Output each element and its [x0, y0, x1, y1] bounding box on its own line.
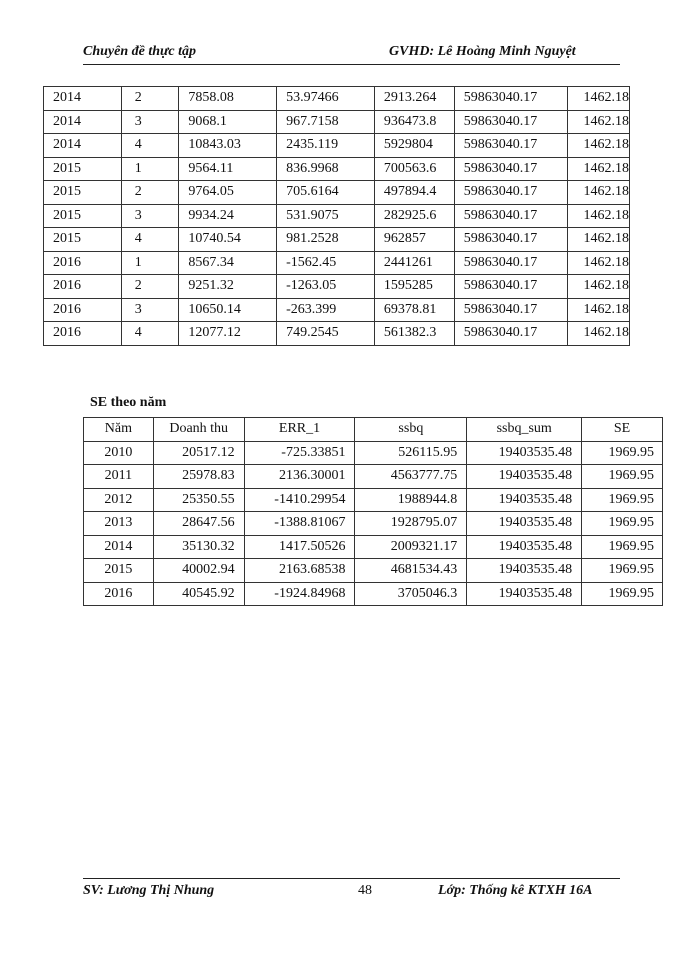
- table-cell: 2013: [84, 512, 154, 536]
- table-cell: 20517.12: [153, 441, 244, 465]
- table-cell: 40002.94: [153, 559, 244, 583]
- table-cell: 1462.18: [568, 298, 630, 322]
- quarterly-residual-table: [43, 86, 630, 346]
- page-number: 48: [358, 883, 372, 898]
- table-cell: 1462.18: [568, 157, 630, 181]
- table-cell: 1462.18: [568, 204, 630, 228]
- table-cell: 2014: [44, 87, 122, 111]
- table-cell: 497894.4: [374, 181, 454, 205]
- table-cell: 59863040.17: [454, 228, 568, 252]
- table-cell: 2016: [44, 251, 122, 275]
- table-cell: 19403535.48: [467, 582, 582, 606]
- table-row: [84, 559, 663, 583]
- table-cell: 2009321.17: [355, 535, 467, 559]
- column-header: Doanh thu: [153, 418, 244, 442]
- table-cell: 936473.8: [374, 110, 454, 134]
- table-row: [44, 204, 630, 228]
- table-cell: 2010: [84, 441, 154, 465]
- table-cell: 981.2528: [277, 228, 375, 252]
- table-cell: 2014: [44, 134, 122, 158]
- table-cell: 9068.1: [179, 110, 277, 134]
- table-cell: 10843.03: [179, 134, 277, 158]
- table-cell: 9251.32: [179, 275, 277, 299]
- table-cell: -1263.05: [277, 275, 375, 299]
- column-header: ssbq: [355, 418, 467, 442]
- footer-class: Lớp: Thống kê KTXH 16A: [438, 883, 593, 898]
- table-cell: 1462.18: [568, 87, 630, 111]
- table-cell: 1969.95: [582, 512, 663, 536]
- table-cell: 1969.95: [582, 441, 663, 465]
- column-header: SE: [582, 418, 663, 442]
- table-cell: 4: [121, 228, 179, 252]
- table-cell: 3: [121, 298, 179, 322]
- column-header: ERR_1: [244, 418, 355, 442]
- table-row: [84, 535, 663, 559]
- table-cell: 4: [121, 134, 179, 158]
- table-cell: 2015: [44, 157, 122, 181]
- table-cell: 1462.18: [568, 228, 630, 252]
- table-row: [44, 298, 630, 322]
- table-cell: 35130.32: [153, 535, 244, 559]
- table-row: [44, 275, 630, 299]
- table-cell: 4681534.43: [355, 559, 467, 583]
- se-table-caption: SE theo năm: [90, 395, 167, 410]
- table-cell: 19403535.48: [467, 441, 582, 465]
- table-cell: 7858.08: [179, 87, 277, 111]
- table-cell: 3: [121, 204, 179, 228]
- table-cell: 1462.18: [568, 110, 630, 134]
- table-cell: 1988944.8: [355, 488, 467, 512]
- table-cell: -1410.29954: [244, 488, 355, 512]
- table-cell: 3: [121, 110, 179, 134]
- table-cell: 967.7158: [277, 110, 375, 134]
- table-cell: 59863040.17: [454, 322, 568, 346]
- table-cell: 12077.12: [179, 322, 277, 346]
- table-row: [44, 251, 630, 275]
- table-cell: 19403535.48: [467, 559, 582, 583]
- table-cell: 1969.95: [582, 465, 663, 489]
- table-cell: 2014: [44, 110, 122, 134]
- table-cell: 526115.95: [355, 441, 467, 465]
- table-cell: 2015: [84, 559, 154, 583]
- table-cell: 2163.68538: [244, 559, 355, 583]
- table-cell: 2014: [84, 535, 154, 559]
- table-cell: 19403535.48: [467, 465, 582, 489]
- table-cell: 2015: [44, 204, 122, 228]
- table-row: [44, 157, 630, 181]
- table-cell: 9934.24: [179, 204, 277, 228]
- table-row: [44, 110, 630, 134]
- table-cell: -1924.84968: [244, 582, 355, 606]
- table-cell: 2016: [84, 582, 154, 606]
- table-cell: 10740.54: [179, 228, 277, 252]
- table-cell: 8567.34: [179, 251, 277, 275]
- table-cell: 59863040.17: [454, 134, 568, 158]
- table-cell: 2: [121, 275, 179, 299]
- table-cell: 59863040.17: [454, 181, 568, 205]
- table-cell: 1462.18: [568, 134, 630, 158]
- table-cell: 2016: [44, 298, 122, 322]
- table-cell: 59863040.17: [454, 157, 568, 181]
- table-cell: 2015: [44, 228, 122, 252]
- table-cell: 59863040.17: [454, 251, 568, 275]
- table-row: [44, 87, 630, 111]
- table-cell: 19403535.48: [467, 488, 582, 512]
- table-cell: 1462.18: [568, 275, 630, 299]
- table-cell: 1928795.07: [355, 512, 467, 536]
- table-cell: 25350.55: [153, 488, 244, 512]
- table-cell: 2913.264: [374, 87, 454, 111]
- table-cell: 53.97466: [277, 87, 375, 111]
- table-row: [44, 181, 630, 205]
- table-cell: 9564.11: [179, 157, 277, 181]
- table-row: [84, 582, 663, 606]
- header-topic: Chuyên đề thực tập: [83, 44, 197, 59]
- table-cell: 1: [121, 251, 179, 275]
- se-table-body: [84, 441, 663, 606]
- table-row: [84, 441, 663, 465]
- table-cell: 4563777.75: [355, 465, 467, 489]
- table-cell: 10650.14: [179, 298, 277, 322]
- table-cell: 1969.95: [582, 535, 663, 559]
- table-cell: 19403535.48: [467, 512, 582, 536]
- table-cell: 1462.18: [568, 181, 630, 205]
- table-cell: 2136.30001: [244, 465, 355, 489]
- table-cell: 59863040.17: [454, 110, 568, 134]
- footer-student: SV: Lương Thị Nhung: [83, 883, 215, 898]
- table-row: [44, 134, 630, 158]
- table-row: [84, 488, 663, 512]
- table-cell: 69378.81: [374, 298, 454, 322]
- table-cell: 28647.56: [153, 512, 244, 536]
- table-cell: 2: [121, 87, 179, 111]
- table-cell: -725.33851: [244, 441, 355, 465]
- table-cell: 1969.95: [582, 582, 663, 606]
- table-cell: 1969.95: [582, 488, 663, 512]
- table-cell: 705.6164: [277, 181, 375, 205]
- table-cell: 531.9075: [277, 204, 375, 228]
- quarterly-table-body: [44, 87, 630, 346]
- table-cell: 2: [121, 181, 179, 205]
- header-supervisor: GVHD: Lê Hoàng Minh Nguyệt: [389, 44, 576, 59]
- table-cell: 19403535.48: [467, 535, 582, 559]
- page-header: [83, 44, 620, 65]
- table-cell: 2435.119: [277, 134, 375, 158]
- table-cell: 5929804: [374, 134, 454, 158]
- se-table-header-row: [84, 418, 663, 442]
- table-cell: 1595285: [374, 275, 454, 299]
- table-cell: 2016: [44, 322, 122, 346]
- column-header: ssbq_sum: [467, 418, 582, 442]
- table-cell: 4: [121, 322, 179, 346]
- column-header: Năm: [84, 418, 154, 442]
- table-cell: 9764.05: [179, 181, 277, 205]
- table-cell: 59863040.17: [454, 298, 568, 322]
- table-row: [84, 465, 663, 489]
- se-by-year-table: [83, 417, 663, 606]
- table-cell: 59863040.17: [454, 275, 568, 299]
- table-cell: 59863040.17: [454, 204, 568, 228]
- table-cell: -1562.45: [277, 251, 375, 275]
- table-cell: 2441261: [374, 251, 454, 275]
- table-cell: 282925.6: [374, 204, 454, 228]
- table-cell: 561382.3: [374, 322, 454, 346]
- table-cell: 2011: [84, 465, 154, 489]
- table-cell: 1462.18: [568, 251, 630, 275]
- table-cell: 700563.6: [374, 157, 454, 181]
- table-row: [44, 228, 630, 252]
- table-cell: 40545.92: [153, 582, 244, 606]
- table-cell: 2012: [84, 488, 154, 512]
- table-cell: 2015: [44, 181, 122, 205]
- table-cell: 749.2545: [277, 322, 375, 346]
- table-cell: -1388.81067: [244, 512, 355, 536]
- table-cell: 3705046.3: [355, 582, 467, 606]
- table-cell: -263.399: [277, 298, 375, 322]
- table-cell: 836.9968: [277, 157, 375, 181]
- table-cell: 1969.95: [582, 559, 663, 583]
- table-cell: 25978.83: [153, 465, 244, 489]
- table-row: [84, 512, 663, 536]
- table-cell: 59863040.17: [454, 87, 568, 111]
- page-footer: [83, 878, 620, 901]
- table-cell: 962857: [374, 228, 454, 252]
- table-cell: 1: [121, 157, 179, 181]
- table-cell: 1417.50526: [244, 535, 355, 559]
- table-cell: 1462.18: [568, 322, 630, 346]
- table-cell: 2016: [44, 275, 122, 299]
- table-row: [44, 322, 630, 346]
